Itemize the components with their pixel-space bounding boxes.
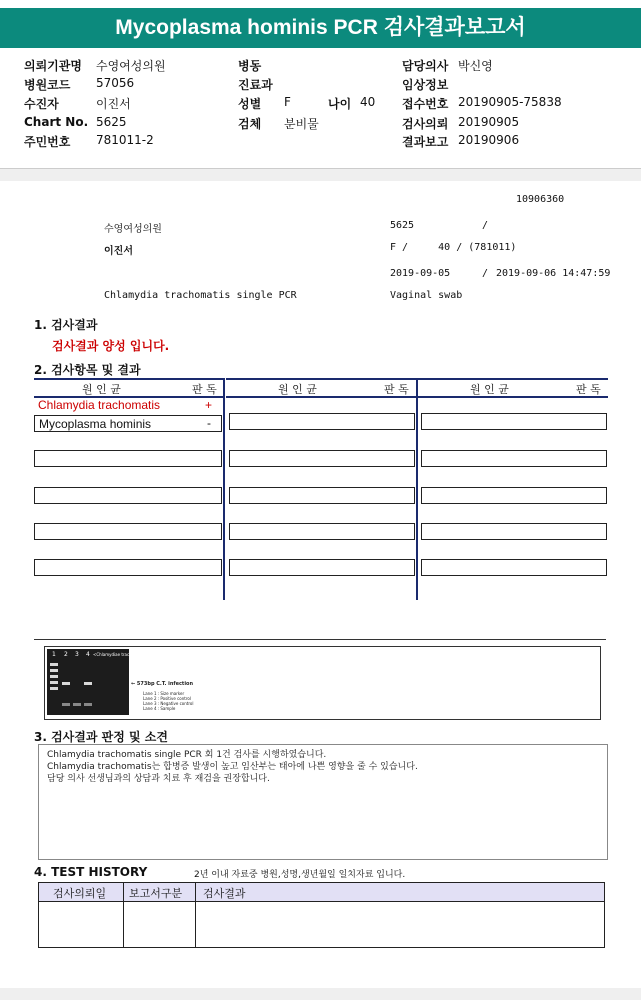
patient-value: 이진서 xyxy=(96,97,131,111)
report-title: Mycoplasma hominis PCR 검사결과보고서 xyxy=(0,8,641,48)
history-table xyxy=(38,882,605,948)
report-label: 결과보고 xyxy=(402,135,449,149)
test-result-text: 검사결과 양성 입니다. xyxy=(52,339,170,353)
opinion-line-3: 담당 의사 선생님과의 상담과 치료 후 재검을 권장합니다. xyxy=(47,774,270,784)
hospital-value: 수영여성의원 xyxy=(96,59,166,73)
gel-legend-4: Lane 4 : Sample xyxy=(143,706,176,711)
serial-number: 10906360 xyxy=(516,194,565,205)
opinion-box xyxy=(38,744,608,860)
result-row-chlamydia xyxy=(38,398,216,414)
col-header-3 xyxy=(418,378,608,398)
report-value: 20190906 xyxy=(458,133,520,147)
col-pathogen-label: 원 인 균 xyxy=(82,383,121,396)
gel-photo xyxy=(47,649,149,715)
specimen-value: 분비물 xyxy=(284,117,319,131)
result-row-mycoplasma xyxy=(34,415,222,432)
sub-slash: / xyxy=(482,220,489,231)
history-col-result: 검사결과 xyxy=(203,887,246,900)
empty-cell xyxy=(229,559,415,576)
sub-date-sep: / xyxy=(482,268,489,279)
history-col-date: 검사의뢰일 xyxy=(53,887,107,900)
pathogen-name: Chlamydia trachomatis xyxy=(38,398,161,412)
column-divider xyxy=(223,378,225,600)
section4-title: 4. TEST HISTORY xyxy=(34,865,148,879)
empty-cell xyxy=(34,450,222,467)
receipt-label: 접수번호 xyxy=(402,97,449,111)
age-value: 40 xyxy=(360,95,376,109)
chart-label: Chart No. xyxy=(24,115,89,129)
specimen-label: 검체 xyxy=(238,117,262,131)
empty-cell xyxy=(421,487,607,504)
empty-cell xyxy=(421,450,607,467)
marker-band xyxy=(50,663,58,666)
sub-test-name: Chlamydia trachomatis single PCR xyxy=(104,290,297,301)
request-value: 20190905 xyxy=(458,115,520,129)
marker-band xyxy=(50,669,58,672)
gel-electrophoresis-image xyxy=(44,646,601,720)
sub-date-from: 2019-09-05 xyxy=(390,268,451,279)
empty-cell xyxy=(34,523,222,540)
pathogen-name: Mycoplasma hominis xyxy=(39,417,152,431)
col-header-2 xyxy=(226,378,416,398)
sex-label: 성별 xyxy=(238,97,262,111)
history-column-divider xyxy=(123,883,124,947)
gel-legend-3: Lane 3 : Negative control xyxy=(143,701,194,706)
sub-chart: 5625 xyxy=(390,220,415,231)
dept-label: 진료과 xyxy=(238,78,273,92)
col-judge-label: 판 독 xyxy=(384,383,409,396)
sub-patient: 이진서 xyxy=(104,246,133,257)
sub-sex-age: F / 40 / (781011) xyxy=(390,242,517,253)
id-value: 781011-2 xyxy=(96,133,154,147)
col-header-1 xyxy=(34,378,224,398)
empty-cell xyxy=(421,413,607,430)
section2-title: 2. 검사항목 및 결과 xyxy=(34,363,141,377)
receipt-value: 20190905-75838 xyxy=(458,95,562,109)
section3-title: 3. 검사결과 판정 및 소견 xyxy=(34,730,168,744)
header-divider xyxy=(0,168,641,181)
empty-cell xyxy=(34,487,222,504)
col-pathogen-label: 원 인 균 xyxy=(470,383,509,396)
sub-hospital: 수영여성의원 xyxy=(104,224,162,235)
code-value: 57056 xyxy=(96,76,135,90)
empty-cell xyxy=(229,413,415,430)
empty-cell xyxy=(421,559,607,576)
section1-title: 1. 검사결과 xyxy=(34,318,98,332)
sub-date-to: 2019-09-06 14:47:59 xyxy=(496,268,611,279)
sub-sample: Vaginal swab xyxy=(390,290,463,301)
primer-band xyxy=(84,703,92,706)
gel-arrow-label: ← 573bp C.T. infection xyxy=(131,681,194,687)
clinical-label: 임상정보 xyxy=(402,78,449,92)
chart-value: 5625 xyxy=(96,115,127,129)
age-label: 나이 xyxy=(328,97,352,111)
empty-cell xyxy=(421,523,607,540)
gel-legend-1: Lane 1 : Size marker xyxy=(143,691,185,696)
gel-divider xyxy=(34,639,606,640)
empty-cell xyxy=(229,450,415,467)
empty-cell xyxy=(229,487,415,504)
col-pathogen-label: 원 인 균 xyxy=(278,383,317,396)
code-label: 병원코드 xyxy=(24,78,71,92)
footer-band xyxy=(0,988,641,1000)
marker-band xyxy=(50,675,58,678)
marker-band xyxy=(50,681,58,684)
ward-label: 병동 xyxy=(238,59,262,73)
sample-band xyxy=(84,682,92,685)
opinion-line-2: Chlamydia trachomatis는 합병증 발생이 높고 임산부는 태아에 나쁜 영향을 줄 수 있습니다. xyxy=(47,762,418,772)
patient-label: 수진자 xyxy=(24,97,59,111)
positive-band xyxy=(62,682,70,685)
empty-cell xyxy=(34,559,222,576)
opinion-line-1: Chlamydia trachomatis single PCR 회 1건 검사를 시행하였습니다. xyxy=(47,750,327,760)
pathogen-result: - xyxy=(207,416,211,430)
empty-cell xyxy=(229,523,415,540)
sex-value: F xyxy=(284,95,291,109)
lane-number: 2 xyxy=(64,651,68,658)
primer-band xyxy=(62,703,70,706)
id-label: 주민번호 xyxy=(24,135,71,149)
doctor-value: 박신영 xyxy=(458,59,493,73)
lane-number: 3 xyxy=(75,651,79,658)
gel-title: <Chlamydiae trachomatis> xyxy=(93,652,149,657)
lane-number: 1 xyxy=(52,651,56,658)
lane-number: 4 xyxy=(86,651,90,658)
doctor-label: 담당의사 xyxy=(402,59,449,73)
history-note: 2년 이내 자료중 병원,성명,생년월일 일치자료 입니다. xyxy=(194,870,406,880)
primer-band xyxy=(73,703,81,706)
pathogen-result: + xyxy=(204,398,212,412)
marker-band xyxy=(50,687,58,690)
request-label: 검사의뢰 xyxy=(402,117,449,131)
col-judge-label: 판 독 xyxy=(576,383,601,396)
gel-legend-2: Lane 2 : Positive control xyxy=(143,696,191,701)
column-divider xyxy=(416,378,418,600)
hospital-label: 의뢰기관명 xyxy=(24,59,82,73)
history-col-type: 보고서구분 xyxy=(129,887,183,900)
col-judge-label: 판 독 xyxy=(192,383,217,396)
history-column-divider xyxy=(195,883,196,947)
